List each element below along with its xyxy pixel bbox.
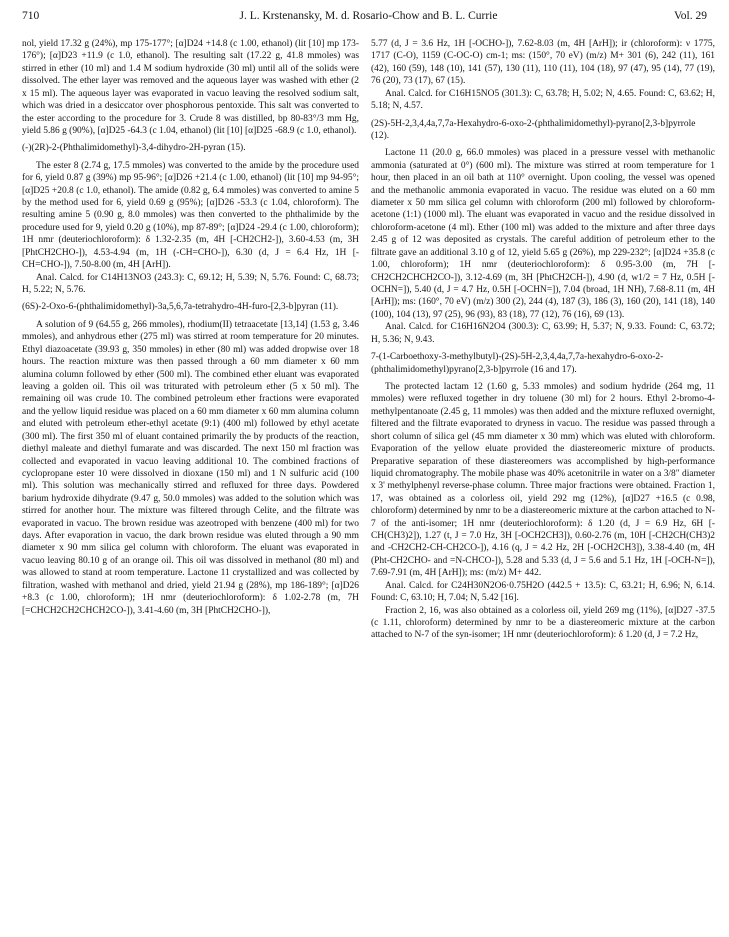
paragraph: A solution of 9 (64.55 g, 266 mmoles), rhodium(II) tetraacetate [13,14] (1.53 g, 3.46 mmoles), and anhydrous ether (275 ml) was stirred at room temperature for 20 minutes. Ethyl diazoacetate (39.93 g, 350 mmoles) in ether (80 ml) was added dropwise over 18 hours. The reaction mixture was then passed through a 60 mm diameter x 60 mm alumina column followed by ether (500 ml). The combined ether eluant was evaporated leaving a golden oil. This oil was triturated with petroleum ether (5 x 50 ml). The remaining oil was crude 10. The combined petroleum ether fractions were evaporated and the yellow liquid residue was placed on a 60 mm diameter x 60 mm alumina column and eluted with petroleum ether-ethyl acetate (9:1) (400 ml) followed by ethyl acetate (300 ml). The first 350 ml of eluant contained primarily the by products of the reaction, diethyl maleate and diethyl fumarate and was discarded. The next 150 ml fraction was collected and evaporated in vacuo leaving additional 10. The combined fractions of cyclopropane ester 10 were dissolved in dioxane (150 ml) and 1 N sulfuric acid (100 ml). This solution was mechanically stirred and refluxed for three days. Powdered barium hydroxide dihydrate (9.47 g, 50.0 mmoles) was added to the solution which was stirred for another hour. The mixture was filtered through Celite, and the filtrate was evaporated in vacuo. The brown residue was azeotroped with benzene (400 ml) for two days. After evaporation in vacuo, the dark brown residue was eluted through a 90 mm diameter x 90 mm silica gel column with chloroform. The eluant was evaporated in vacuo leaving 80.10 g of an orange oil. This oil was dissolved in methanol (80 ml) and was allowed to stand at room temperature. Lactone 11 crystallized and was collected by filtration, washed with methanol and dried, yield 21.94 g (28%), mp 186-189°; [α]D26 +8.3 (c 1.00, chloroform); 1H nmr (deuteriochloroform): δ 1.02-2.78 (m, 7H [=CHCH2CH2CHCH2CO-]), 3.41-4.60 (m, 3H [PhtCH2CHO-]),: [22, 319, 359, 616]
body-columns: [22, 38, 715, 931]
section-heading: (-)(2R)-2-(Phthalimidomethyl)-3,4-dihydro-2H-pyran (15).: [22, 143, 246, 154]
paragraph: The protected lactam 12 (1.60 g, 5.33 mmoles) and sodium hydride (264 mg, 11 mmoles) were refluxed together in dry toluene (30 ml) for 2 hours. Ethyl 2-bromo-4-methylpentanoate (2.45 g, 11 mmoles) was then added and the mixture refluxed overnight, filtered and the filtrate evaporated to dryness in vacuo. The residue was passed through a short column of silica gel (45 mm diameter x 30 mm) which was eluted with chloroform. Evaporation of the yellow eluate provided the diastereomeric mixture of products. Preparative separation of these diastereomers was accomplished by high-performance liquid chromatography. The mobile phase was 40% acetonitrile in water on a 3/8" diameter x 3' methylphenyl reverse-phase column. Three major fractions were obtained. Fraction 1, 17, was obtained as a colorless oil, yield 292 mg (12%), [α]D27 +16.5 (c 0.98, chloroform) determined by nmr to be a diastereomeric mixture at the carbon attached to N-7 of the anti-isomer; 1H nmr (deuteriochloroform): δ 1.20 (d, J = 6.9 Hz, 6H [-CH(CH3)2]), 1.27 (t, J = 7.0 Hz, 3H [-OCH2CH3]), 0.60-2.76 (m, 10H [-CH2CH(CH3)2 and -CH2CH2-CH-CH2CO-]), 4.16 (q, J = 4.2 Hz, 2H [-OCH2CH3]), 3.38-4.40 (m, 4H (Pht-CH2CHO- and =N-CHCO-]), 5.28 and 5.33 (d, J = 5.6 and 5.1 Hz, 1H [-OCH-N=]), 7.69-7.91 (m, 4H [ArH]); ms: (m/z) M+ 442.: [371, 381, 715, 579]
analysis-line: Anal. Calcd. for C24H30N2O6·0.75H2O (442.5 + 13.5): C, 63.21; H, 6.96; N, 6.14. Found: C, 63.10; H, 7.04; N, 5.42 [16].: [371, 580, 715, 604]
section-heading: 7-(1-Carboethoxy-3-methylbutyl)-(2S)-5H-2,3,4,4a,7,7a-hexahydro-6-oxo-2-(phthalimidomethyl)pyrano[2,3-b]pyrrole (16 and 17).: [371, 352, 664, 375]
right-column: [371, 38, 715, 931]
running-header: [22, 6, 715, 28]
volume-label: Vol. 29: [673, 10, 707, 22]
paragraph: nol, yield 17.32 g (24%), mp 175-177°; [α]D24 +14.8 (c 1.00, ethanol) (lit [10] mp 173-176°); [α]D23 +11.9 (c 1.0, ethanol). The resulting salt (17.22 g, 41.8 mmoles) was stirred in ether (10 ml) and 1.4 M sodium hydroxide (30 ml) until all of the solids were dissolved. The ether layer was removed and the aqueous layer was washed with ether (2 x 15 ml). The aqueous layer was evaporated in vacuo leaving the resolved sodium salt, which was dried in a desiccator over phosphorous pentoxide. This salt was converted to the ester according to the procedure for 3. Crude 8 was distilled, bp 80-83°/3 mm Hg, yield 5.86 g (90%), [α]D25 -64.3 (c 1.04, ethanol) (lit [10] [α]D25 -68.9 (c 1.0, ethanol).: [22, 39, 359, 136]
analysis-line: Anal. Calcd. for C16H15NO5 (301.3): C, 63.78; H, 5.02; N, 4.65. Found: C, 63.62; H, 5.18; N, 4.57.: [371, 88, 715, 112]
analysis-line: Anal. Calcd. for C16H16N2O4 (300.3): C, 63.99; H, 5.37; N, 9.33. Found: C, 63.72; H, 5.36; N, 9.43.: [371, 322, 715, 345]
section-heading: (6S)-2-Oxo-6-(phthalimidomethyl)-3a,5,6,7a-tetrahydro-4H-furo-[2,3-b]pyran (11).: [22, 302, 339, 313]
section-heading: (2S)-5H-2,3,4,4a,7,7a-Hexahydro-6-oxo-2-(phthalimidomethyl)-pyrano[2,3-b]pyrrole (12).: [371, 118, 696, 141]
page-number: 710: [22, 10, 40, 22]
paragraph: The ester 8 (2.74 g, 17.5 mmoles) was converted to the amide by the procedure used for 6, yield 0.87 g (39%) mp 95-96°; [α]D26 +21.4 (c 1.00, ethanol) (lit [10] mp 94-95°; [α]D25 +20.8 (c 1.0, ethanol). The amide (0.82 g, 6.4 mmoles) was converted to amine 5 by the method used for 6, yield 0.69 g (95%); [α]D26 -53.3 (c 1.04, chloroform). The resulting amine 5 (0.90 g, 8.0 mmoles) was then converted to the phthalimide by the procedure used for 9, yield 0.20 g (10%), mp 87-89°; [α]D24 -29.4 (c 1.00, chloroform); 1H nmr (deuteriochloroform): δ 1.32-2.35 (m, 4H [-CH2CH2-]), 3.60-4.53 (m, 3H [PhtCH2CHO-]), 4.53-4.94 (m, 1H (-CH=CHO-]), 6.30 (d, J = 6.4 Hz, 1H [-CH=CHO-]), 7.50-8.00 (m, 4H [ArH]).: [22, 160, 359, 271]
paragraph: Lactone 11 (20.0 g, 66.0 mmoles) was placed in a pressure vessel with methanolic ammonia (saturated at 0°) (600 ml). The mixture was stirred at room temperature for 1 hour, then placed in an oil bath at 110° overnight. Upon cooling, the vessel was opened and the methanolic ammonia evaporated in vacuo. The residue was eluted on a 60 mm diameter x 50 mm silica gel column with chloroform (200 ml) followed by chloroform-acetone (1:1) (1000 ml). The eluant was evaporated in vacuo and the residue dissolved in chloroform-acetone (4 ml). Ether (100 ml) was added to the mixture and after three days 2.45 g of 12 was deposited as crystals. The careful addition of petroleum ether to the filtrate gave an additional 3.10 g of 12, yield 5.65 g (26%), mp 229-232°; [α]D24 +35.8 (c 1.00, chloroform); 1H nmr (deuteriochloroform): δ 0.95-3.00 (m, 7H [-CH2CH2CHCH2CO-]), 3.12-4.69 (m, 3H [PhtCH2CH-]), 4.90 (d, w1/2 = 7 Hz, 0.5H [-OCHN=]), 5.40 (d, J = 4.7 Hz, 0.5H [-OCHN=]), 7.04 (broad, 1H NH), 7.68-8.11 (m, 4H [ArH]); ms: (160°, 70 eV) (m/z) 300 (2), 244 (4), 187 (3), 186 (3), 160 (20), 141 (18), 140 (100), 104 (13), 97 (25), 96 (93), 83 (18), 77 (12), 76 (16), 69 (13).: [371, 148, 715, 320]
running-authors: J. L. Krstenansky, M. d. Rosario-Chow and B. L. Currie: [239, 10, 498, 22]
analysis-line: Anal. Calcd. for C14H13NO3 (243.3): C, 69.12; H, 5.39; N, 5.76. Found: C, 68.73; H, 5.22; N, 5.76.: [22, 272, 359, 296]
left-column: [22, 38, 359, 931]
paragraph: 5.77 (d, J = 3.6 Hz, 1H [-OCHO-]), 7.62-8.03 (m, 4H [ArH]); ir (chloroform): ν 1775, 1717 (C-O), 1159 (C-OC-O) cm-1; ms: (150°, 70 eV) (m/z) M+ 301 (6), 242 (11), 161 (42), 160 (59), 148 (10), 141 (57), 130 (11), 110 (11), 104 (18), 97 (47), 95 (14), 77 (19), 76 (20), 73 (17), 67 (15).: [371, 39, 715, 87]
paragraph: Fraction 2, 16, was also obtained as a colorless oil, yield 269 mg (11%), [α]D27 -37.5 (c 1.11, chloroform) determined by nmr to be a diastereomeric mixture at the carbon attached to N-7 of the syn-isomer; 1H nmr (deuteriochloroform): δ 1.20 (d, J = 7.2 Hz,: [371, 605, 715, 641]
